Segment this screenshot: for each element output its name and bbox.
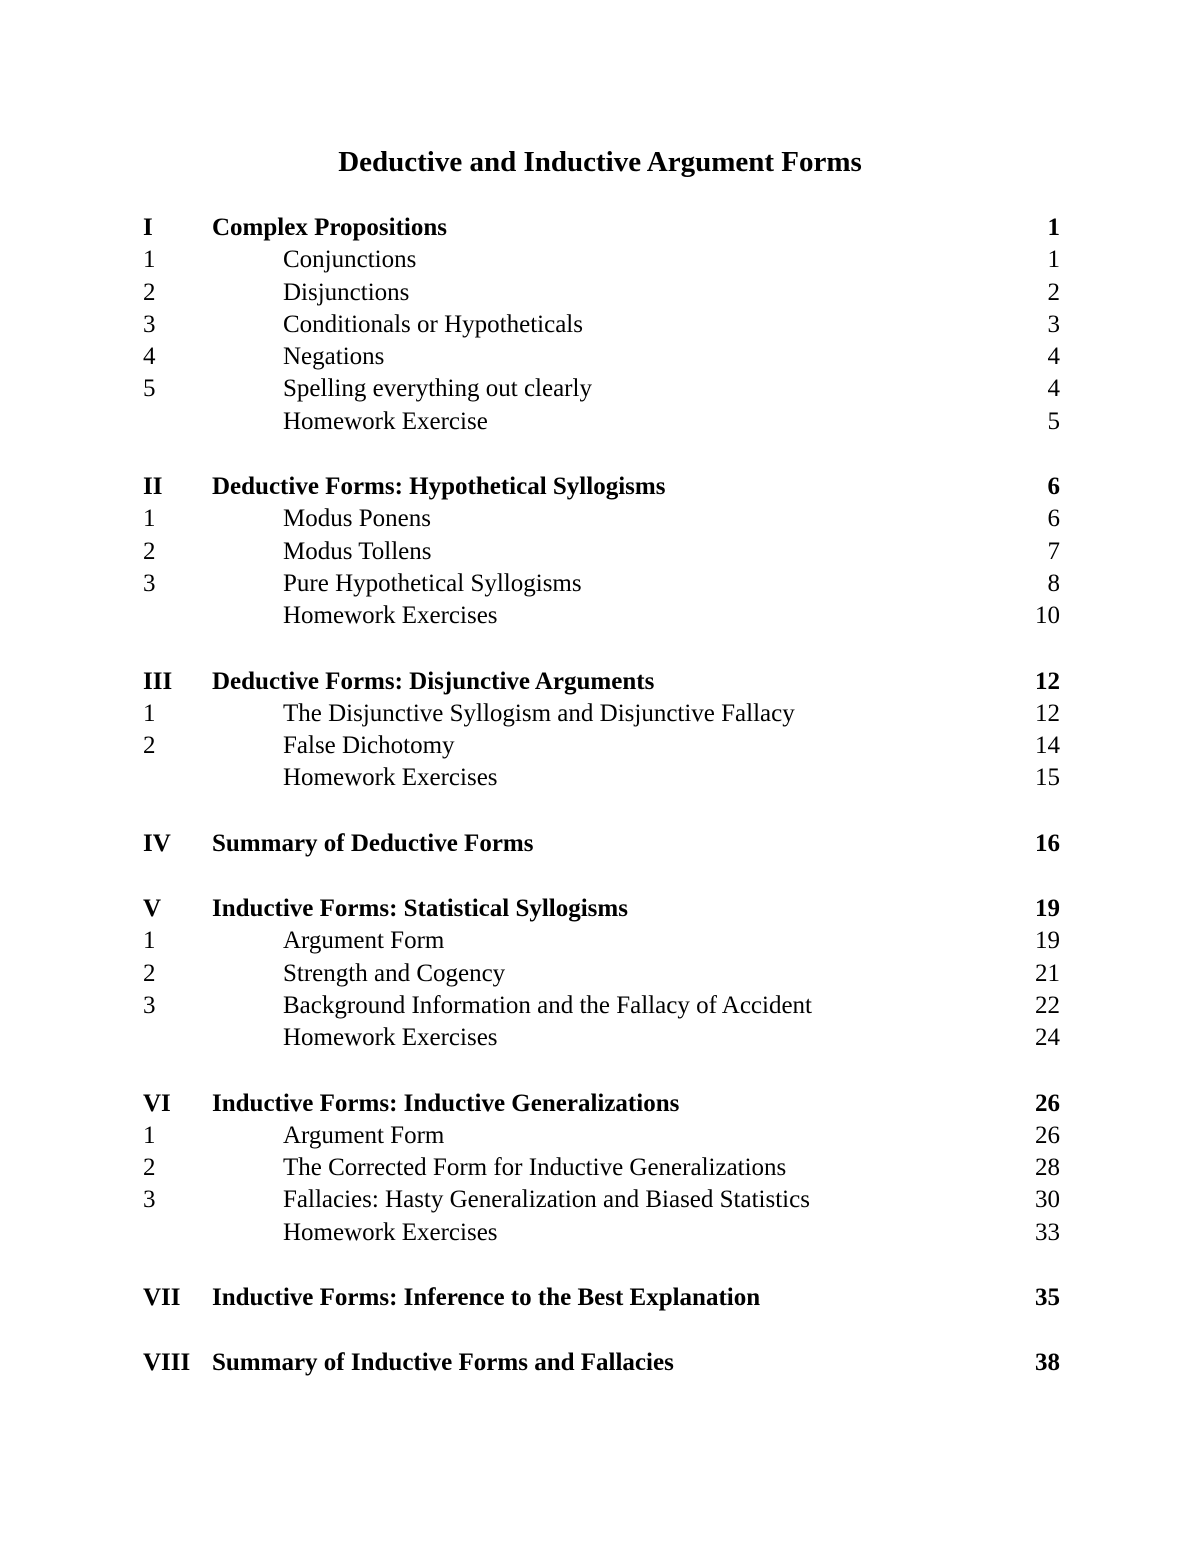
- toc-entry: [143, 373, 1060, 405]
- entry-title: Background Information and the Fallacy of Accident: [283, 991, 813, 1019]
- entry-title: False Dichotomy: [283, 732, 455, 760]
- entry-title: Conditionals or Hypotheticals: [283, 310, 583, 338]
- toc-section: [143, 1088, 1060, 1249]
- entry-number: 2: [143, 537, 156, 565]
- toc-section-heading: [143, 1347, 1060, 1379]
- section-page-number: 6: [1047, 473, 1060, 501]
- entry-title: Modus Ponens: [283, 505, 431, 533]
- entry-number: 1: [143, 246, 156, 274]
- toc-entry: [143, 503, 1060, 535]
- entry-number: 3: [143, 1186, 156, 1214]
- entry-number: 1: [143, 927, 156, 955]
- entry-number: 3: [143, 310, 156, 338]
- section-title: Inductive Forms: Inference to the Best Explanation: [212, 1284, 761, 1312]
- toc-section-heading: [143, 212, 1060, 244]
- section-numeral: VII: [143, 1284, 181, 1312]
- toc-section: [143, 212, 1060, 438]
- entry-title: Negations: [283, 343, 385, 371]
- toc-section: [143, 471, 1060, 632]
- entry-title: Homework Exercises: [283, 764, 498, 792]
- entry-page-number: 21: [1035, 959, 1060, 987]
- section-numeral: I: [143, 214, 153, 241]
- section-numeral: V: [143, 895, 162, 923]
- toc-entry: [143, 698, 1060, 730]
- toc-entry: [143, 1152, 1060, 1184]
- entry-title: Strength and Cogency: [283, 959, 506, 987]
- entry-page-number: 19: [1035, 927, 1060, 955]
- section-page-number: 12: [1035, 667, 1060, 695]
- entry-title: Pure Hypothetical Syllogisms: [283, 569, 582, 597]
- entry-page-number: 24: [1035, 1024, 1060, 1052]
- table-of-contents: [143, 212, 1060, 1413]
- entry-number: 5: [143, 375, 156, 403]
- toc-entry: [143, 990, 1060, 1022]
- toc-entry: [143, 958, 1060, 990]
- section-numeral: VIII: [143, 1349, 191, 1377]
- toc-section-heading: [143, 1282, 1060, 1314]
- toc-entry: [143, 244, 1060, 276]
- section-page-number: 35: [1035, 1284, 1060, 1312]
- entry-number: 2: [143, 959, 156, 987]
- section-page-number: 19: [1035, 895, 1060, 923]
- toc-entry: [143, 341, 1060, 373]
- entry-page-number: 30: [1035, 1186, 1060, 1214]
- entry-title: Homework Exercises: [283, 1024, 498, 1052]
- toc-section: [143, 828, 1060, 860]
- section-title: Inductive Forms: Inductive Generalizations: [212, 1089, 680, 1117]
- section-numeral: IV: [143, 829, 171, 857]
- section-title: Deductive Forms: Disjunctive Arguments: [212, 667, 655, 695]
- toc-entry: [143, 1184, 1060, 1216]
- entry-number: 2: [143, 1154, 156, 1182]
- entry-page-number: 26: [1035, 1121, 1060, 1149]
- section-page-number: 38: [1035, 1349, 1060, 1377]
- entry-number: 3: [143, 991, 156, 1019]
- entry-page-number: 15: [1035, 764, 1060, 792]
- toc-section-heading: [143, 666, 1060, 698]
- entry-title: Argument Form: [283, 1121, 445, 1149]
- entry-title: Argument Form: [283, 927, 445, 955]
- toc-entry: [143, 568, 1060, 600]
- section-numeral: II: [143, 473, 163, 501]
- toc-section-heading: [143, 1088, 1060, 1120]
- entry-number: 1: [143, 1121, 156, 1149]
- entry-title: Spelling everything out clearly: [283, 375, 592, 403]
- entry-page-number: 3: [1047, 310, 1060, 338]
- entry-page-number: 5: [1047, 407, 1060, 435]
- toc-entry: [143, 1120, 1060, 1152]
- toc-entry: [143, 1217, 1060, 1249]
- entry-page-number: 4: [1047, 343, 1060, 371]
- entry-title: Homework Exercises: [283, 602, 498, 630]
- toc-entry: [143, 925, 1060, 957]
- entry-page-number: 2: [1047, 278, 1060, 306]
- entry-page-number: 28: [1035, 1154, 1060, 1182]
- section-numeral: III: [143, 667, 173, 695]
- entry-number: 1: [143, 505, 156, 533]
- entry-title: Modus Tollens: [283, 537, 432, 565]
- entry-title: The Disjunctive Syllogism and Disjunctive Fallacy: [283, 699, 795, 727]
- entry-number: 2: [143, 278, 156, 306]
- section-title: Summary of Deductive Forms: [212, 829, 534, 857]
- section-page-number: 16: [1035, 829, 1060, 857]
- toc-section: [143, 666, 1060, 795]
- entry-page-number: 10: [1035, 602, 1060, 630]
- toc-section-heading: [143, 828, 1060, 860]
- entry-page-number: 33: [1035, 1218, 1060, 1246]
- section-numeral: VI: [143, 1089, 171, 1117]
- section-title: Summary of Inductive Forms and Fallacies: [212, 1349, 674, 1377]
- toc-entry: [143, 309, 1060, 341]
- toc-entry: [143, 730, 1060, 762]
- section-title: Inductive Forms: Statistical Syllogisms: [212, 895, 628, 923]
- section-page-number: 26: [1035, 1089, 1060, 1117]
- section-page-number: 1: [1047, 214, 1060, 241]
- entry-number: 2: [143, 732, 156, 760]
- section-title: Deductive Forms: Hypothetical Syllogisms: [212, 473, 666, 501]
- entry-title: Disjunctions: [283, 278, 410, 306]
- entry-title: Homework Exercise: [283, 407, 488, 435]
- entry-page-number: 7: [1047, 537, 1060, 565]
- entry-title: The Corrected Form for Inductive Generalizations: [283, 1154, 787, 1182]
- toc-section: [143, 1282, 1060, 1314]
- toc-entry: [143, 277, 1060, 309]
- toc-section-heading: [143, 893, 1060, 925]
- section-title: Complex Propositions: [212, 214, 447, 241]
- toc-entry: [143, 600, 1060, 632]
- entry-title: Homework Exercises: [283, 1218, 498, 1246]
- entry-title: Conjunctions: [283, 246, 417, 274]
- toc-section: [143, 893, 1060, 1054]
- entry-page-number: 6: [1047, 505, 1060, 533]
- document-title: Deductive and Inductive Argument Forms: [338, 146, 862, 178]
- entry-number: 4: [143, 343, 156, 371]
- entry-number: 3: [143, 569, 156, 597]
- toc-section: [143, 1347, 1060, 1379]
- toc-section-heading: [143, 471, 1060, 503]
- toc-entry: [143, 1022, 1060, 1054]
- entry-page-number: 1: [1047, 246, 1060, 274]
- toc-entry: [143, 536, 1060, 568]
- entry-page-number: 12: [1035, 699, 1060, 727]
- entry-page-number: 4: [1047, 375, 1060, 403]
- entry-page-number: 22: [1035, 991, 1060, 1019]
- entry-page-number: 8: [1047, 569, 1060, 597]
- toc-entry: [143, 762, 1060, 794]
- toc-entry: [143, 406, 1060, 438]
- entry-page-number: 14: [1035, 732, 1060, 760]
- entry-title: Fallacies: Hasty Generalization and Biased Statistics: [283, 1186, 810, 1214]
- entry-number: 1: [143, 699, 156, 727]
